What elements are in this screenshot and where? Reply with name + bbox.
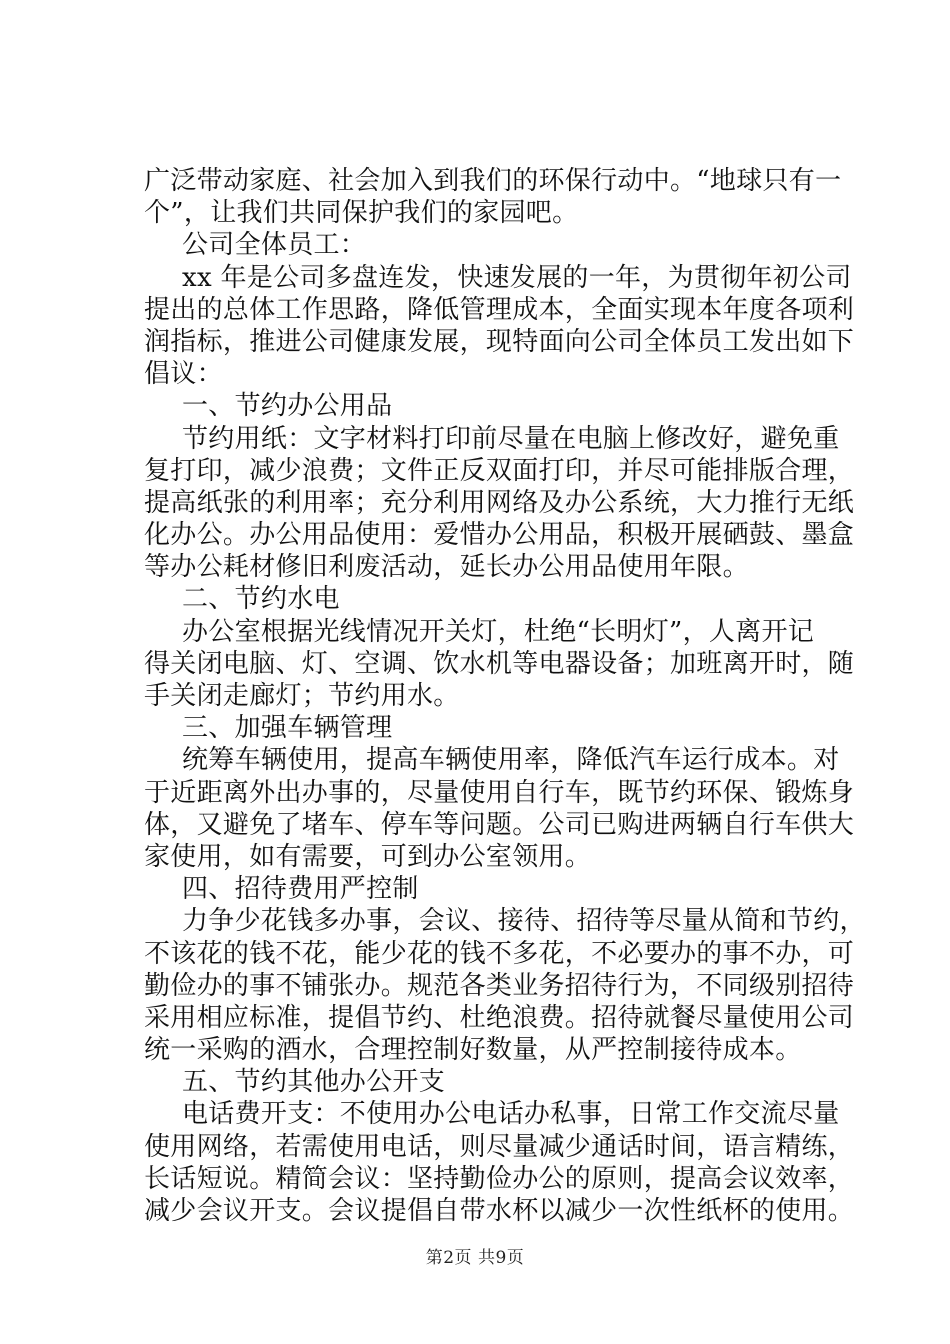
paragraph-start: 力争少花钱多办事，会议、接待、招待等尽量从简和节约，: [182, 906, 866, 937]
body-line: 广泛带动家庭、社会加入到我们的环保行动中。“地球只有一: [144, 166, 842, 196]
body-line: 个”，让我们共同保护我们的家园吧。: [144, 198, 579, 229]
section-heading: 五、节约其他办公开支: [182, 1067, 446, 1098]
body-line: 复打印，减少浪费；文件正反双面打印，并尽可能排版合理，: [144, 455, 855, 486]
body-line: 手关闭走廊灯；节约用水。: [144, 681, 460, 711]
body-line: 提出的总体工作思路，降低管理成本，全面实现本年度各项利: [144, 294, 855, 325]
section-heading: 三、加强车辆管理: [182, 713, 393, 744]
paragraph-start: 统筹车辆使用，提高车辆使用率，降低汽车运行成本。对: [182, 745, 840, 776]
body-line: 化办公。办公用品使用：爱惜办公用品，积极开展硒鼓、墨盒: [144, 520, 855, 551]
body-line: 润指标，推进公司健康发展，现特面向公司全体员工发出如下: [144, 326, 855, 357]
body-line: 使用网络，若需使用电话，则尽量减少通话时间，语言精练，: [144, 1131, 855, 1162]
body-line: 体，又避免了堵车、停车等问题。公司已购进两辆自行车供大: [144, 809, 855, 840]
section-heading: 二、节约水电: [182, 584, 340, 615]
body-line: 倡议：: [144, 359, 223, 390]
paragraph-start: xx 年是公司多盘连发，快速发展的一年，为贯彻年初公司: [182, 262, 852, 293]
body-line: 家使用，如有需要，可到办公室领用。: [144, 841, 592, 872]
body-line: 提高纸张的利用率；充分利用网络及办公系统，大力推行无纸: [144, 487, 855, 518]
paragraph-start: 办公室根据光线情况开关灯，杜绝“长明灯”，人离开记: [182, 616, 815, 647]
paragraph-start: 节约用纸：文字材料打印前尽量在电脑上修改好，避免重: [182, 423, 840, 454]
body-line: 减少会议开支。会议提倡自带水杯以减少一次性纸杯的使用。: [144, 1196, 855, 1226]
body-line: 等办公耗材修旧利废活动，延长办公用品使用年限。: [144, 552, 749, 583]
body-line: 长话短说。精简会议：坚持勤俭办公的原则，提高会议效率，: [144, 1163, 855, 1194]
paragraph-start: 电话费开支：不使用办公电话办私事，日常工作交流尽量: [182, 1099, 840, 1130]
section-heading: 一、节约办公用品: [182, 391, 393, 422]
body-line: 得关闭电脑、灯、空调、饮水机等电器设备；加班离开时，随: [144, 648, 855, 679]
body-line: 不该花的钱不花，能少花的钱不多花，不必要办的事不办，可: [144, 938, 855, 969]
body-line: 于近距离外出办事的，尽量使用自行车，既节约环保、锻炼身: [144, 777, 855, 808]
body-line: 统一采购的酒水，合理控制好数量，从严控制接待成本。: [144, 1035, 802, 1066]
salutation: 公司全体员工：: [182, 230, 367, 261]
body-line: 采用相应标准，提倡节约、杜绝浪费。招待就餐尽量使用公司: [144, 1002, 855, 1033]
page-number-footer: 第2页 共9页: [425, 1248, 525, 1268]
document-body: [144, 165, 866, 1227]
section-heading: 四、招待费用严控制: [182, 874, 419, 905]
body-line: 勤俭办的事不铺张办。规范各类业务招待行为，不同级别招待: [144, 970, 855, 1001]
